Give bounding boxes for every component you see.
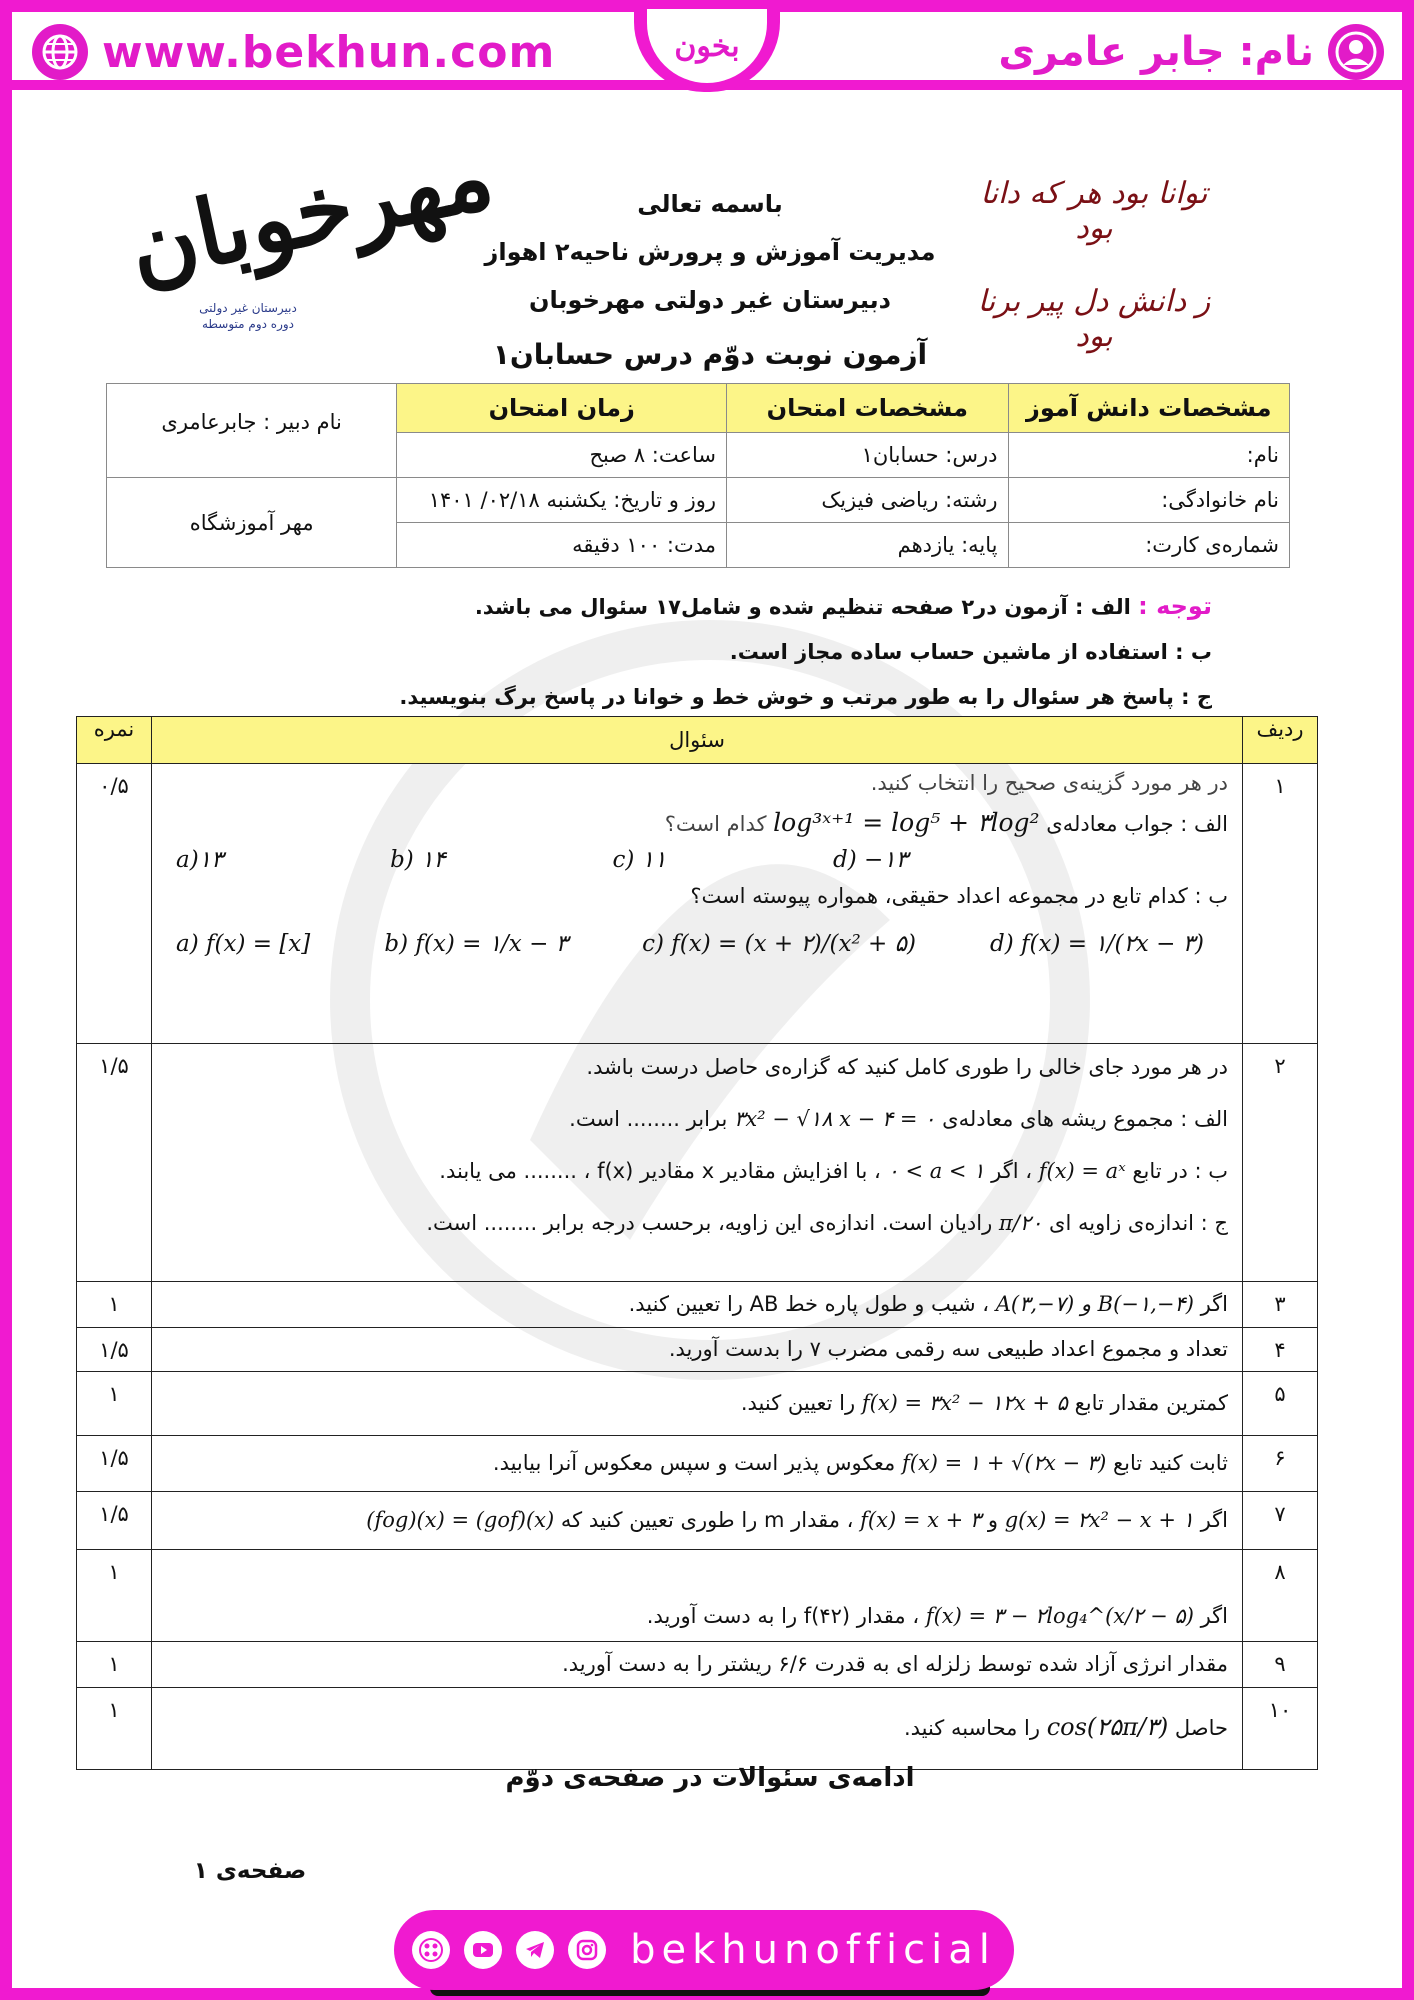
- site-url: www.bekhun.com: [102, 26, 556, 78]
- page-number: صفحه‌ی ۱: [193, 1858, 307, 1884]
- exam-title: آزمون نوبت دوّم درس حسابان۱: [492, 338, 928, 371]
- q5-text-1: کمترین مقدار تابع: [1074, 1390, 1228, 1415]
- question-score: ۱/۵: [77, 1492, 152, 1550]
- question-score: ۰/۵: [77, 764, 152, 1044]
- question-row-10: [77, 1688, 1318, 1770]
- question-row-4: [77, 1328, 1318, 1372]
- question-number: ۱: [1243, 764, 1318, 1044]
- q1-a-end: کدام است؟: [664, 812, 767, 836]
- q7-g-function: g(x) = ۲x² − x + ۱: [1004, 1507, 1194, 1532]
- info-cell: ساعت: ۸ صبح: [397, 433, 727, 478]
- q7-text-1: اگر: [1200, 1507, 1228, 1532]
- q1-a-text: الف : جواب معادله‌ی: [1046, 812, 1228, 836]
- q1-a-option: b) ۱۴: [390, 847, 446, 873]
- q2-b-condition: ۰ < a < ۱: [887, 1159, 985, 1183]
- q2-c-end: رادیان است. اندازه‌ی این زاویه، برحسب درجه برابر ........ است.: [426, 1211, 993, 1235]
- question-score: ۱: [77, 1642, 152, 1688]
- continue-note: ادامه‌ی سئوالات در صفحه‌ی دوّم: [505, 1763, 915, 1793]
- q2-intro: در هر مورد جای خالی را طوری کامل کنید که گزاره‌ی حاصل درست باشد.: [586, 1055, 1228, 1079]
- logo-subtitle-2: دوره دوم متوسطه: [202, 317, 294, 331]
- school-logo: [119, 120, 502, 350]
- q1-a-option: d) −۱۳: [832, 847, 908, 873]
- q1-b-option: d) f(x) = ۱/(۲x − ۳): [990, 931, 1204, 957]
- teacher-name-text: نام: جابر عامری: [998, 29, 1314, 75]
- q3-points: A(۳,−۷) و B(−۱,−۴): [995, 1291, 1194, 1316]
- question-row-3: [77, 1282, 1318, 1328]
- teacher-name: [998, 18, 1384, 86]
- question-row-5: [77, 1372, 1318, 1436]
- question-row-6: [77, 1436, 1318, 1492]
- user-icon: [1328, 24, 1384, 80]
- q2-c-text: ج : اندازه‌ی زاویه ای: [1049, 1211, 1228, 1235]
- q7-composition: (fog)(x) = (gof)(x): [366, 1507, 555, 1532]
- footer: [0, 1910, 1414, 2000]
- q1-a-equation: log³ˣ⁺¹ = log⁵ + ۳log²: [773, 808, 1040, 837]
- q10-text-1: حاصل: [1174, 1716, 1228, 1740]
- notes-lead: توجه :: [1138, 592, 1212, 620]
- question-score: ۱/۵: [77, 1436, 152, 1492]
- col-header-row: ردیف: [1243, 717, 1318, 764]
- globe-icon: [32, 24, 88, 80]
- site-link[interactable]: [32, 18, 555, 86]
- q1-a-option: c) ۱۱: [612, 847, 667, 873]
- question-number: ۴: [1243, 1328, 1318, 1372]
- info-cell: رشته: ریاضی فیزیک: [727, 478, 1008, 523]
- q9-text: مقدار انرژی آزاد شده توسط زلزله ای به قدرت ۶/۶ ریشتر را به دست آورید.: [152, 1642, 1243, 1688]
- question-score: ۱: [77, 1550, 152, 1642]
- info-cell: نام خانوادگی:: [1008, 478, 1289, 523]
- question-number: ۶: [1243, 1436, 1318, 1492]
- q1-b-option: b) f(x) = ۱/x − ۳: [384, 931, 569, 957]
- header-line-1: باسمه تعالی: [637, 190, 783, 218]
- q1-b-text: ب : کدام تابع در مجموعه اعداد حقیقی، همواره پیوسته است؟: [690, 884, 1228, 908]
- logo-subtitle: دبیرستان غیر دولتی: [199, 301, 297, 315]
- question-score: ۱: [77, 1282, 152, 1328]
- poem-line-1: توانا بود هر که دانا بود: [980, 176, 1208, 246]
- poem-line-2: ز دانش دل پیر برنا بود: [977, 284, 1211, 354]
- question-row-8: [77, 1550, 1318, 1642]
- q6-text-1: ثابت کنید تابع: [1112, 1450, 1228, 1475]
- q6-text-2: معکوس پذیر است و سپس معکوس آنرا بیابید.: [492, 1450, 896, 1475]
- q1-b-option: a) f(x) = [x]: [176, 931, 311, 957]
- info-cell: پایه: یازدهم: [727, 523, 1008, 568]
- q3-text-2: ، شیب و طول پاره خط AB را تعیین کنید.: [628, 1291, 990, 1316]
- note-b: ب : استفاده از ماشین حساب ساده مجاز است.: [729, 640, 1212, 664]
- q2-b-mid: ، اگر: [991, 1159, 1033, 1183]
- q2-a-text: الف : مجموع ریشه های معادله‌ی: [942, 1107, 1228, 1131]
- question-row-2: [77, 1044, 1318, 1282]
- q7-text-3: ، مقدار m را طوری تعیین کنید که: [560, 1507, 854, 1532]
- q2-b-end: ، با افزایش مقادیر x مقادیر f(x) ، ........ می یابند.: [439, 1159, 881, 1183]
- info-cell: مدت: ۱۰۰ دقیقه: [397, 523, 727, 568]
- info-table: [106, 383, 1290, 568]
- social-pill[interactable]: [394, 1910, 1014, 1990]
- teacher-label: نام دبیر : جابرعامری: [107, 384, 397, 478]
- aparat-icon[interactable]: [412, 1931, 450, 1969]
- info-cell: نام:: [1008, 433, 1289, 478]
- q6-function: f(x) = ۱ + √(۲x − ۳): [901, 1450, 1107, 1475]
- note-a: الف : آزمون در۲ صفحه تنظیم شده و شامل۱۷ سئوال می باشد.: [474, 595, 1131, 619]
- q2-c-angle: π/۲۰: [998, 1211, 1043, 1235]
- q10-text-2: را محاسبه کنید.: [903, 1716, 1041, 1740]
- q2-a-equation: ۳x² − √۱۸ x − ۴ = ۰: [734, 1107, 936, 1131]
- question-number: ۹: [1243, 1642, 1318, 1688]
- info-cell: درس: حسابان۱: [727, 433, 1008, 478]
- question-number: ۸: [1243, 1550, 1318, 1642]
- info-header-exam: مشخصات امتحان: [727, 384, 1008, 433]
- instagram-icon[interactable]: [568, 1931, 606, 1969]
- youtube-icon[interactable]: [464, 1931, 502, 1969]
- info-cell: روز و تاریخ: یکشنبه ۰۲/۱۸/ ۱۴۰۱: [397, 478, 727, 523]
- q8-text-1: اگر: [1200, 1604, 1228, 1628]
- q1-b-option: c) f(x) = (x + ۲)/(x² + ۵): [642, 931, 916, 957]
- question-row-7: [77, 1492, 1318, 1550]
- q7-text-2: و: [987, 1507, 999, 1532]
- q8-function: f(x) = ۳ − ۲log₄^(x/۲ − ۵): [925, 1604, 1194, 1628]
- header-line-3: دبیرستان غیر دولتی مهرخوبان: [529, 286, 891, 314]
- header-center: [430, 180, 990, 324]
- q2-a-end: برابر ........ است.: [569, 1107, 728, 1131]
- info-header-time: زمان امتحان: [397, 384, 727, 433]
- note-c: ج : پاسخ هر سئوال را به طور مرتب و خوش خط و خوانا در پاسخ برگ بنویسید.: [399, 685, 1212, 709]
- question-score: ۱/۵: [77, 1044, 152, 1282]
- q1-a-option: a)۱۳: [176, 847, 224, 873]
- q3-text-1: اگر: [1200, 1291, 1228, 1316]
- question-score: ۱: [77, 1372, 152, 1436]
- question-number: ۳: [1243, 1282, 1318, 1328]
- q5-function: f(x) = ۳x² − ۱۲x + ۵: [861, 1390, 1068, 1415]
- notes: [212, 584, 1212, 720]
- stamp-label: مهر آموزشگاه: [107, 478, 397, 568]
- header-line-2: مدیریت آموزش و پرورش ناحیه۲ اهواز: [484, 238, 936, 266]
- question-number: ۷: [1243, 1492, 1318, 1550]
- col-header-score: نمره: [77, 717, 152, 764]
- q5-text-2: را تعیین کنید.: [740, 1390, 856, 1415]
- q8-text-2: ، مقدار f(۴۲) را به دست آورید.: [646, 1604, 920, 1628]
- question-row-1: [77, 764, 1318, 1044]
- brand-badge-text: بخون: [647, 9, 767, 83]
- questions-table: [76, 716, 1318, 1770]
- question-row-9: [77, 1642, 1318, 1688]
- info-cell: شماره‌ی کارت:: [1008, 523, 1289, 568]
- q4-text: تعداد و مجموع اعداد طبیعی سه رقمی مضرب ۷ را بدست آورید.: [152, 1328, 1243, 1372]
- q1-intro: در هر مورد گزینه‌ی صحیح را انتخاب کنید.: [870, 771, 1228, 795]
- q7-f-function: f(x) = x + ۳: [860, 1507, 982, 1532]
- info-header-student: مشخصات دانش آموز: [1008, 384, 1289, 433]
- q10-expression: cos(۲۵π/۳): [1046, 1713, 1169, 1741]
- col-header-question: سئوال: [152, 717, 1243, 764]
- social-handle: bekhunofficial: [630, 1927, 996, 1973]
- question-score: ۱/۵: [77, 1328, 152, 1372]
- q2-b-text: ب : در تابع: [1132, 1159, 1228, 1183]
- question-score: ۱: [77, 1688, 152, 1770]
- logo-mark: مهرخوبان: [119, 120, 502, 303]
- telegram-icon[interactable]: [516, 1931, 554, 1969]
- question-number: ۵: [1243, 1372, 1318, 1436]
- q2-b-function: f(x) = aˣ: [1038, 1159, 1126, 1183]
- question-number: ۲: [1243, 1044, 1318, 1282]
- question-number: ۱۰: [1243, 1688, 1318, 1770]
